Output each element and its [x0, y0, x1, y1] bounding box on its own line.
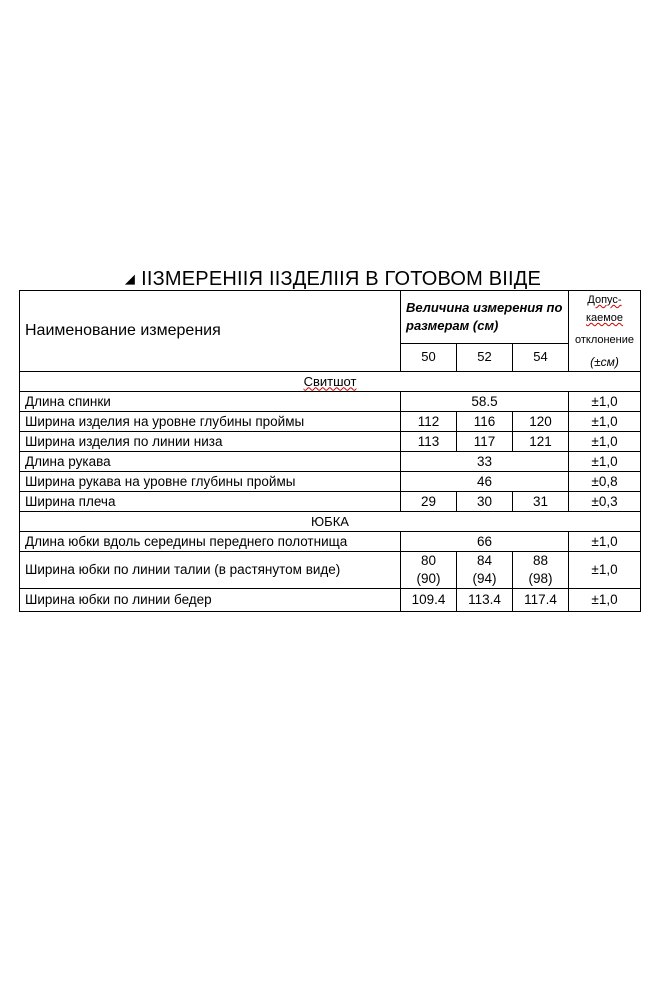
- value-52: 30: [457, 492, 513, 512]
- value-50: 109.4: [401, 589, 457, 612]
- tolerance-value: ±0,3: [569, 492, 641, 512]
- size-54: 54: [513, 343, 569, 371]
- value-52: 117: [457, 432, 513, 452]
- table-row: [20, 532, 641, 552]
- value-stretched: (98): [528, 571, 553, 586]
- measurement-table: [19, 290, 641, 612]
- value-stretched: (90): [416, 571, 441, 586]
- row-label: Ширина рукава на уровне глубины проймы: [20, 472, 401, 492]
- row-label: Длина спинки: [20, 392, 401, 412]
- table-row: [20, 492, 641, 512]
- value-54: 117.4: [513, 589, 569, 612]
- value-54: 31: [513, 492, 569, 512]
- header-tolerance-cell: [569, 291, 641, 372]
- table-row: [20, 432, 641, 452]
- tolerance-value: ±1,0: [569, 432, 641, 452]
- tolerance-line-3: отклонение: [574, 334, 635, 346]
- table-row: [20, 392, 641, 412]
- table-row: [20, 589, 641, 612]
- row-label: Ширина юбки по линии бедер: [20, 589, 401, 612]
- value-main: 84: [476, 553, 493, 568]
- row-label: Ширина изделия по линии низа: [20, 432, 401, 452]
- merged-value: 66: [401, 532, 569, 552]
- document-title: [0, 268, 666, 291]
- value-52: 116: [457, 412, 513, 432]
- tolerance-value: ±1,0: [569, 392, 641, 412]
- table-row: [20, 452, 641, 472]
- tolerance-line-2: каемое: [585, 312, 624, 324]
- table-row: [20, 412, 641, 432]
- table-row: [20, 472, 641, 492]
- tolerance-value: ±0,8: [569, 472, 641, 492]
- row-label: Ширина плеча: [20, 492, 401, 512]
- row-label: Ширина юбки по линии талии (в растянутом виде): [20, 552, 401, 589]
- section-title: Свитшот: [303, 373, 357, 389]
- row-label: Длина рукава: [20, 452, 401, 472]
- section-header-sweatshirt: [20, 372, 641, 392]
- section-header-skirt: ЮБКА: [20, 512, 641, 532]
- document-title-text: ІІЗМЕРЕНІІЯ ІІЗДЕЛІІЯ В ГОТОВОМ ВІІДЕ: [141, 268, 542, 290]
- tolerance-value: ±1,0: [569, 589, 641, 612]
- value-54: 121: [513, 432, 569, 452]
- header-name-cell: Наименование измерения: [20, 291, 401, 372]
- merged-value: 58.5: [401, 392, 569, 412]
- row-label: Ширина изделия на уровне глубины проймы: [20, 412, 401, 432]
- tolerance-value: ±1,0: [569, 412, 641, 432]
- tolerance-value: ±1,0: [569, 452, 641, 472]
- value-main: 80: [420, 553, 437, 568]
- triangle-bullet-icon: ◢: [124, 271, 136, 286]
- tolerance-line-4: (±см): [590, 355, 619, 369]
- size-50: 50: [401, 343, 457, 371]
- value-50: 29: [401, 492, 457, 512]
- value-54: [513, 552, 569, 589]
- value-50: [401, 552, 457, 589]
- table-row: [20, 552, 641, 589]
- merged-value: 33: [401, 452, 569, 472]
- value-50: 112: [401, 412, 457, 432]
- size-52: 52: [457, 343, 513, 371]
- value-54: 120: [513, 412, 569, 432]
- tolerance-line-1: Допус-: [587, 294, 622, 306]
- merged-value: 46: [401, 472, 569, 492]
- tolerance-value: ±1,0: [569, 552, 641, 589]
- value-52: 113.4: [457, 589, 513, 612]
- row-label: Длина юбки вдоль середины переднего полотнища: [20, 532, 401, 552]
- value-52: [457, 552, 513, 589]
- value-main: 88: [532, 553, 549, 568]
- value-50: 113: [401, 432, 457, 452]
- value-stretched: (94): [472, 571, 497, 586]
- tolerance-value: ±1,0: [569, 532, 641, 552]
- header-size-cell: Величина измерения по размерам (см): [401, 291, 569, 344]
